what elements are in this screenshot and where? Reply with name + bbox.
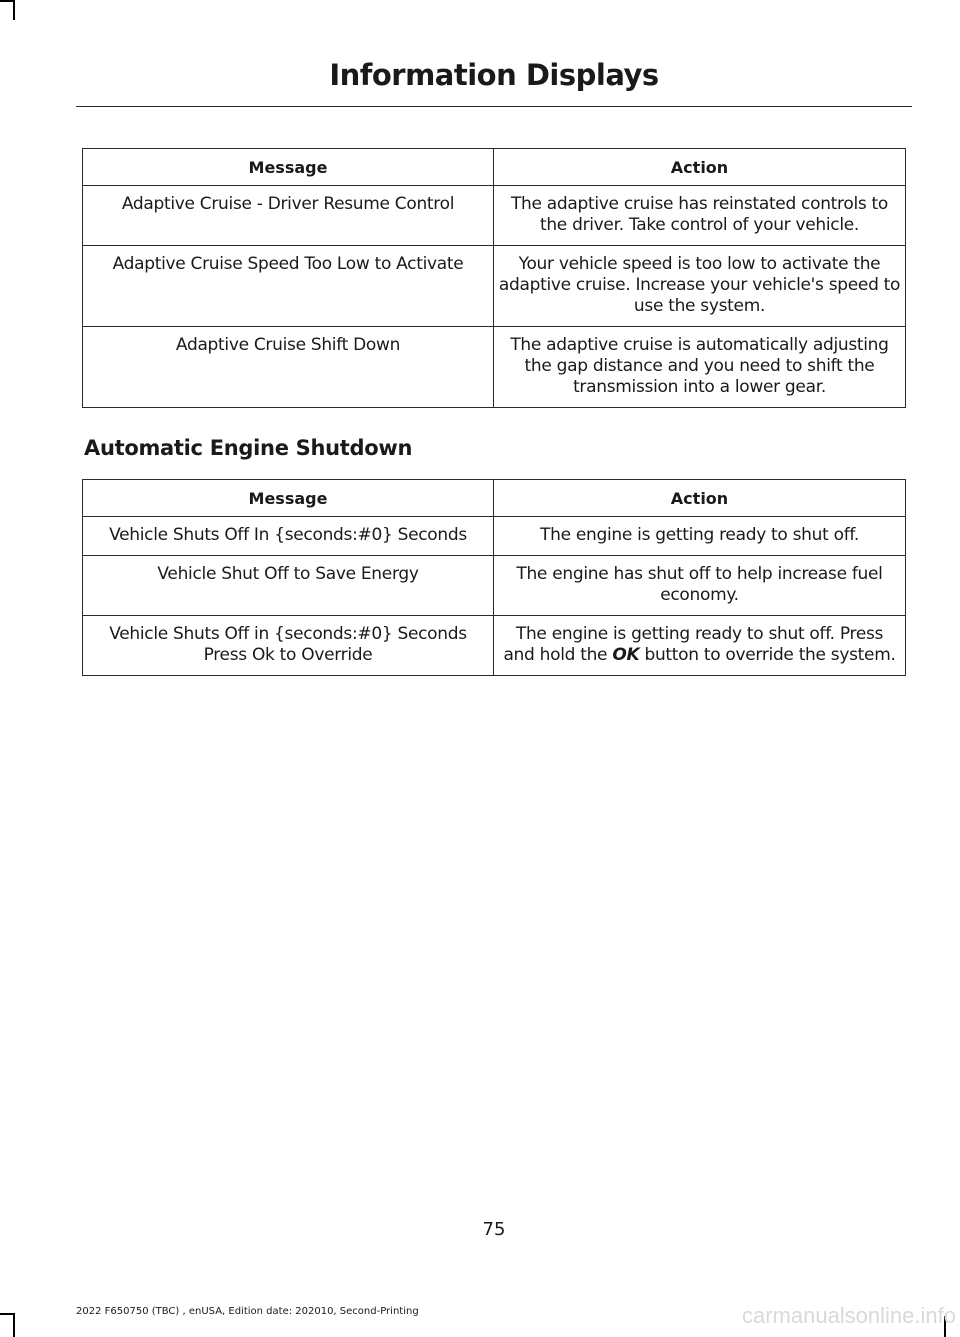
engine-shutdown-messages-table: [82, 479, 906, 676]
table-row: [83, 246, 906, 327]
action-cell: The adaptive cruise has reinstated controls to the driver. Take control of your vehicle.: [494, 186, 906, 246]
crop-mark: [13, 0, 15, 20]
message-cell: Vehicle Shuts Off In {seconds:#0} Seconds: [83, 517, 494, 556]
column-header-action: Action: [494, 480, 906, 517]
table-row: [83, 186, 906, 246]
page-title: Information Displays: [329, 58, 659, 92]
action-cell: The adaptive cruise is automatically adjusting the gap distance and you need to shift the transmission into a lower gear.: [494, 327, 906, 408]
column-header-message: Message: [83, 149, 494, 186]
action-text: button to override the system.: [644, 645, 896, 665]
crop-mark: [13, 1313, 15, 1337]
column-header-action: Action: [494, 149, 906, 186]
message-cell: Adaptive Cruise Shift Down: [83, 327, 494, 408]
column-header-message: Message: [83, 480, 494, 517]
section-heading: Automatic Engine Shutdown: [84, 436, 413, 460]
table-row: [83, 327, 906, 408]
table-row: [83, 616, 906, 676]
watermark: carmanualsonline.info: [741, 1303, 956, 1328]
action-text: The engine is getting ready to shut off. Press and hold the: [503, 624, 884, 665]
page-number: 75: [482, 1219, 506, 1240]
crop-mark: [0, 0, 13, 2]
edition-footer: 2022 F650750 (TBC) , enUSA, Edition date: 202010, Second-Printing: [76, 1306, 419, 1317]
crop-mark: [0, 1313, 13, 1315]
message-cell: Vehicle Shuts Off in {seconds:#0} Seconds Press Ok to Override: [83, 616, 494, 676]
message-cell: Adaptive Cruise - Driver Resume Control: [83, 186, 494, 246]
action-cell: The engine is getting ready to shut off.: [494, 517, 906, 556]
table-header-row: [83, 149, 906, 186]
table-row: [83, 517, 906, 556]
table-row: [83, 556, 906, 616]
header-divider: [76, 106, 912, 107]
action-cell: Your vehicle speed is too low to activate the adaptive cruise. Increase your vehicle's speed to use the system.: [494, 246, 906, 327]
ok-key-label: OK: [612, 645, 640, 665]
message-cell: Vehicle Shut Off to Save Energy: [83, 556, 494, 616]
adaptive-cruise-messages-table: [82, 148, 906, 408]
action-cell: The engine has shut off to help increase fuel economy.: [494, 556, 906, 616]
action-cell: [494, 616, 906, 676]
table-header-row: [83, 480, 906, 517]
message-cell: Adaptive Cruise Speed Too Low to Activate: [83, 246, 494, 327]
